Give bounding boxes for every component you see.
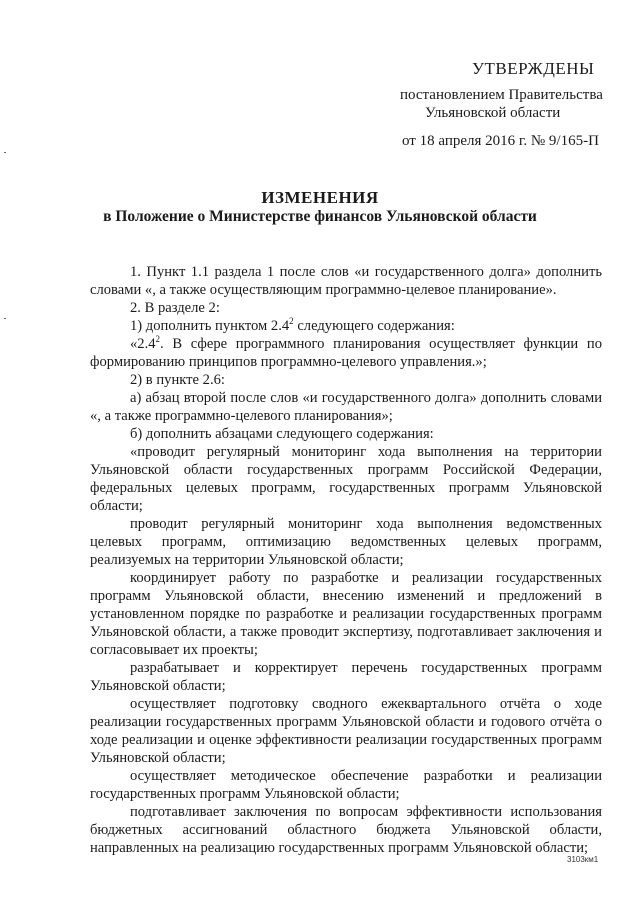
paragraph: а) абзац второй после слов «и государственного долга» дополнить словами «, а также программно-целевого планирования»; [90,390,602,424]
margin-mark [4,318,6,319]
document-title: ИЗМЕНЕНИЯ [261,188,379,207]
document-body [90,263,602,857]
approved-by-line: постановлением Правительства [400,87,603,103]
paragraph-text: следующего содержания: [297,318,455,334]
paragraph [90,335,602,371]
approved-region-line: Ульяновской области [425,105,561,121]
paragraph-text: 1) дополнить пунктом 2.4 [130,318,290,334]
paragraph: осуществляет методическое обеспечение разработки и реализации государственных программ Ульяновской области; [90,768,602,802]
footer-code: 3103км1 [567,855,599,864]
paragraph: разрабатывает и корректирует перечень государственных программ Ульяновской области; [90,660,602,694]
paragraph: б) дополнить абзацами следующего содержания: [130,426,434,442]
paragraph-text: . В сфере программного планирования осуществляет функции по формированию принципов программно-целевого управления.»; [90,336,602,370]
approved-heading: УТВЕРЖДЕНЫ [472,59,595,78]
paragraph: осуществляет подготовку сводного ежеквартального отчёта о ходе реализации государственных программ Ульяновской области и годового отчёта о ходе реализации и оценке эффективности реализации государственных программ Ульяновской области; [90,696,602,766]
approved-date-line: от 18 апреля 2016 г. № 9/165-П [402,133,599,149]
paragraph: координирует работу по разработке и реализации государственных программ Ульяновской области, внесению изменений и предложений в установленном порядке по разработке и реализации государственных программ Ульяновской области, а также проводит экспертизу, подготавливает заключения и согласовывает их проекты; [90,570,602,658]
paragraph: 1. Пункт 1.1 раздела 1 после слов «и государственного долга» дополнить словами «, а также осуществляющим программно-целевое планирование». [90,264,602,298]
paragraph: проводит регулярный мониторинг хода выполнения ведомственных целевых программ, оптимизацию ведомственных целевых программ, реализуемых на территории Ульяновской области; [90,516,602,568]
paragraph: 2. В разделе 2: [130,300,220,316]
paragraph-text: «2.4 [130,336,156,352]
margin-mark [4,152,6,153]
paragraph: 2) в пункте 2.6: [130,372,225,388]
superscript: 2 [155,334,161,345]
paragraph: подготавливает заключения по вопросам эффективности использования бюджетных ассигнований областного бюджета Ульяновской области, направленных на реализацию государственных программ Ульяновской области; [90,804,602,856]
superscript: 2 [289,316,294,327]
paragraph [90,317,602,335]
paragraph: «проводит регулярный мониторинг хода выполнения на территории Ульяновской области государственных программ Российской Федерации, федеральных целевых программ, государственных программ Ульяновской области; [90,444,602,514]
document-subtitle: в Положение о Министерстве финансов Ульяновской области [103,208,537,225]
